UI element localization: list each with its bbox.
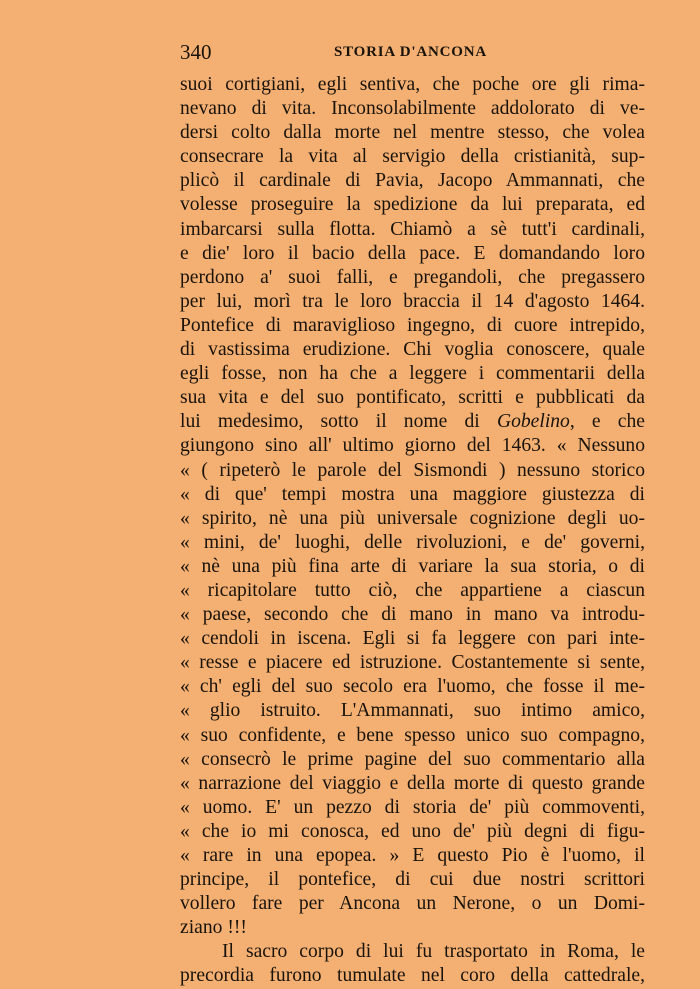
- text-line: imbarcarsi sulla flotta. Chiamò a sè tutt'i cardinali,: [180, 218, 645, 240]
- text-line: perdono a' suoi falli, e pregandoli, che pregassero: [180, 266, 645, 288]
- text-line-with-italic: [180, 410, 645, 434]
- text-line: suoi cortigiani, egli sentiva, che poche ore gli rima-: [180, 74, 645, 95]
- page-number: 340: [180, 40, 212, 64]
- text-line: principe, il pontefice, di cui due nostri scrittori: [180, 869, 645, 891]
- running-title: STORIA D'ANCONA: [334, 44, 487, 60]
- text-line: Pontefice di maraviglioso ingegno, di cuore intrepido,: [180, 314, 645, 336]
- quoted-line: « glio istruito. L'Ammannati, suo intimo amico,: [180, 700, 645, 722]
- text-line: consecrare la vita al servigio della cristianità, sup-: [180, 146, 645, 168]
- text-line: precordia furono tumulate nel coro della cattedrale,: [180, 965, 645, 987]
- quoted-line: « mini, de' luoghi, delle rivoluzioni, e de' governi,: [180, 531, 645, 553]
- text-line: e die' loro il bacio della pace. E domandando loro: [180, 242, 645, 264]
- text-line: volesse proseguire la spedizione da lui preparata, ed: [180, 194, 645, 216]
- quoted-line: « cendoli in iscena. Egli si fa leggere con pari inte-: [180, 628, 645, 650]
- text-line: egli fosse, non ha che a leggere i commentarii della: [180, 363, 645, 385]
- paragraph-start-line: Il sacro corpo di lui fu trasportato in Roma, le: [222, 941, 645, 963]
- quoted-line: « ricapitolare tutto ciò, che appartiene a ciascun: [180, 579, 645, 601]
- paragraph-end-line: ziano !!!: [180, 917, 247, 939]
- text-line: vollero fare per Ancona un Nerone, o un Domi-: [180, 893, 645, 915]
- quoted-line: « ch' egli del suo secolo era l'uomo, che fosse il me-: [180, 676, 645, 698]
- text-line: giungono sino all' ultimo giorno del 1463. « Nessuno: [180, 435, 645, 457]
- quoted-line: « suo confidente, e bene spesso unico suo compagno,: [180, 724, 645, 746]
- body-text: [180, 73, 645, 989]
- text-segment: , e che: [569, 411, 645, 433]
- quoted-line: « ( ripeterò le parole del Sismondi ) nessuno storico: [180, 459, 645, 481]
- text-line: per lui, morì tra le loro braccia il 14 d'agosto 1464.: [180, 290, 645, 312]
- italic-name-gobelino: Gobelino: [496, 411, 570, 433]
- quoted-line: « nè una più fina arte di variare la sua storia, o di: [180, 555, 645, 577]
- text-line: plicò il cardinale di Pavia, Jacopo Ammannati, che: [180, 170, 645, 192]
- text-line: nevano di vita. Inconsolabilmente addolorato di ve-: [180, 98, 645, 120]
- text-line: dersi colto dalla morte nel mentre stesso, che volea: [180, 122, 645, 144]
- quoted-line: « resse e piacere ed istruzione. Costantemente si sente,: [180, 652, 645, 674]
- quoted-line: « narrazione del viaggio e della morte di questo grande: [180, 772, 645, 794]
- quoted-line: « consecrò le prime pagine del suo commentario alla: [180, 748, 645, 770]
- quoted-line: « che io mi conosca, ed uno de' più degni di figu-: [180, 820, 645, 842]
- text-segment: lui medesimo, sotto il nome di: [180, 411, 497, 433]
- page-header: [180, 40, 640, 72]
- text-line: di vastissima erudizione. Chi voglia conoscere, quale: [180, 339, 645, 361]
- quoted-line: « rare in una epopea. » E questo Pio è l'uomo, il: [180, 845, 645, 866]
- quoted-line: « di que' tempi mostra una maggiore giustezza di: [180, 483, 645, 505]
- quoted-line: « uomo. E' un pezzo di storia de' più commoventi,: [180, 796, 645, 818]
- quoted-line: « spirito, nè una più universale cognizione degli uo-: [180, 507, 645, 529]
- quoted-line: « paese, secondo che di mano in mano va introdu-: [180, 604, 645, 626]
- text-line: sua vita e del suo pontificato, scritti e pubblicati da: [180, 387, 645, 409]
